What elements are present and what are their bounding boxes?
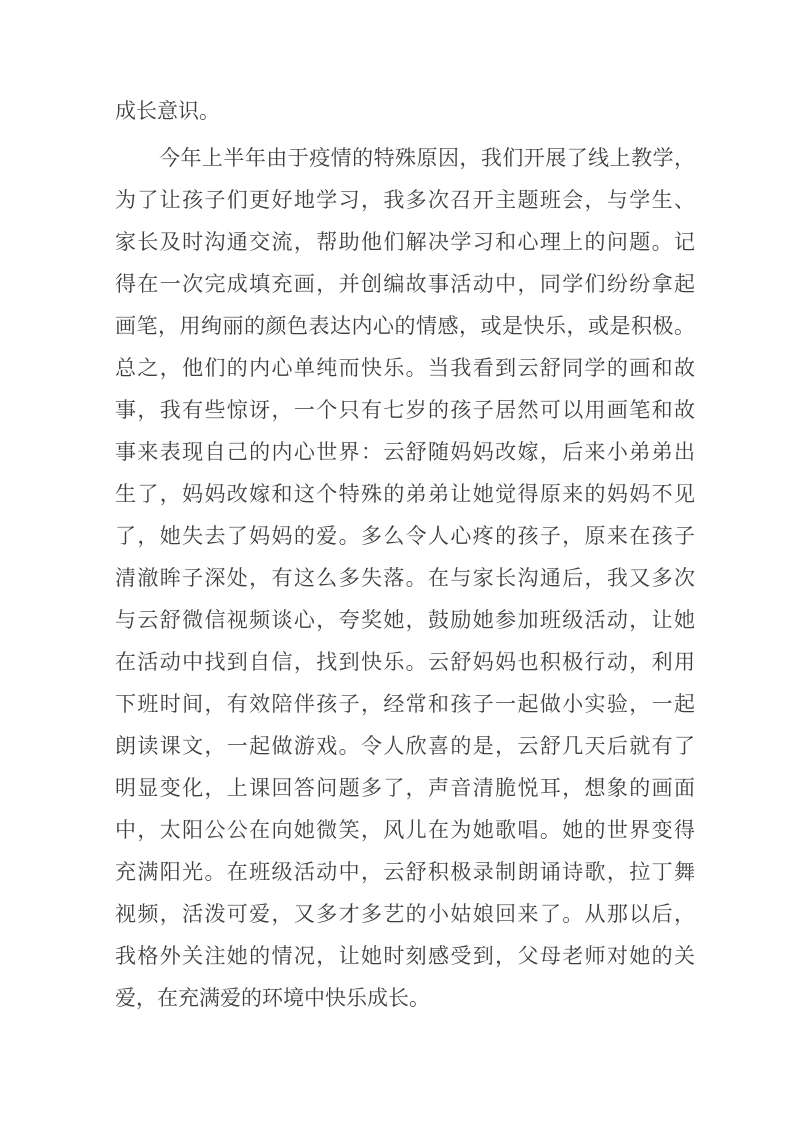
text-line: 在活动中找到自信，找到快乐。云舒妈妈也积极行动，利用	[115, 650, 695, 674]
text-line: 生了，妈妈改嫁和这个特殊的弟弟让她觉得原来的妈妈不见	[115, 482, 695, 506]
text-line: 总之，他们的内心单纯而快乐。当我看到云舒同学的画和故	[115, 356, 695, 380]
paragraph	[115, 137, 695, 1019]
text-line: 得在一次完成填充画，并创编故事活动中，同学们纷纷拿起	[115, 272, 695, 296]
text-line: 明显变化，上课回答问题多了，声音清脆悦耳，想象的画面	[115, 776, 695, 800]
text-line: 画笔，用绚丽的颜色表达内心的情感，或是快乐，或是积极。	[115, 314, 695, 338]
text-line: 成长意识。	[115, 99, 220, 123]
text-line: 清澈眸子深处，有这么多失落。在与家长沟通后，我又多次	[115, 566, 695, 590]
text-line: 朗读课文，一起做游戏。令人欣喜的是，云舒几天后就有了	[115, 734, 695, 758]
text-line: 家长及时沟通交流，帮助他们解决学习和心理上的问题。记	[115, 230, 695, 254]
text-line: 下班时间，有效陪伴孩子，经常和孩子一起做小实验，一起	[115, 692, 695, 716]
text-line: 事来表现自己的内心世界：云舒随妈妈改嫁，后来小弟弟出	[115, 440, 695, 464]
text-line: 了，她失去了妈妈的爱。多么令人心疼的孩子，原来在孩子	[115, 524, 695, 548]
text-line: 与云舒微信视频谈心，夸奖她，鼓励她参加班级活动，让她	[115, 608, 695, 632]
paragraph	[115, 90, 695, 132]
text-line: 事，我有些惊讶，一个只有七岁的孩子居然可以用画笔和故	[115, 398, 695, 422]
text-line: 今年上半年由于疫情的特殊原因，我们开展了线上教学，	[159, 146, 695, 170]
text-line: 充满阳光。在班级活动中，云舒积极录制朗诵诗歌，拉丁舞	[115, 860, 695, 884]
text-line: 爱，在充满爱的环境中快乐成长。	[115, 986, 430, 1010]
text-line: 我格外关注她的情况，让她时刻感受到，父母老师对她的关	[115, 944, 695, 968]
document-text-body	[115, 90, 695, 1019]
text-line: 视频，活泼可爱，又多才多艺的小姑娘回来了。从那以后，	[115, 902, 695, 926]
text-line: 为了让孩子们更好地学习，我多次召开主题班会，与学生、	[115, 188, 695, 212]
text-line: 中，太阳公公在向她微笑，风儿在为她歌唱。她的世界变得	[115, 818, 695, 842]
